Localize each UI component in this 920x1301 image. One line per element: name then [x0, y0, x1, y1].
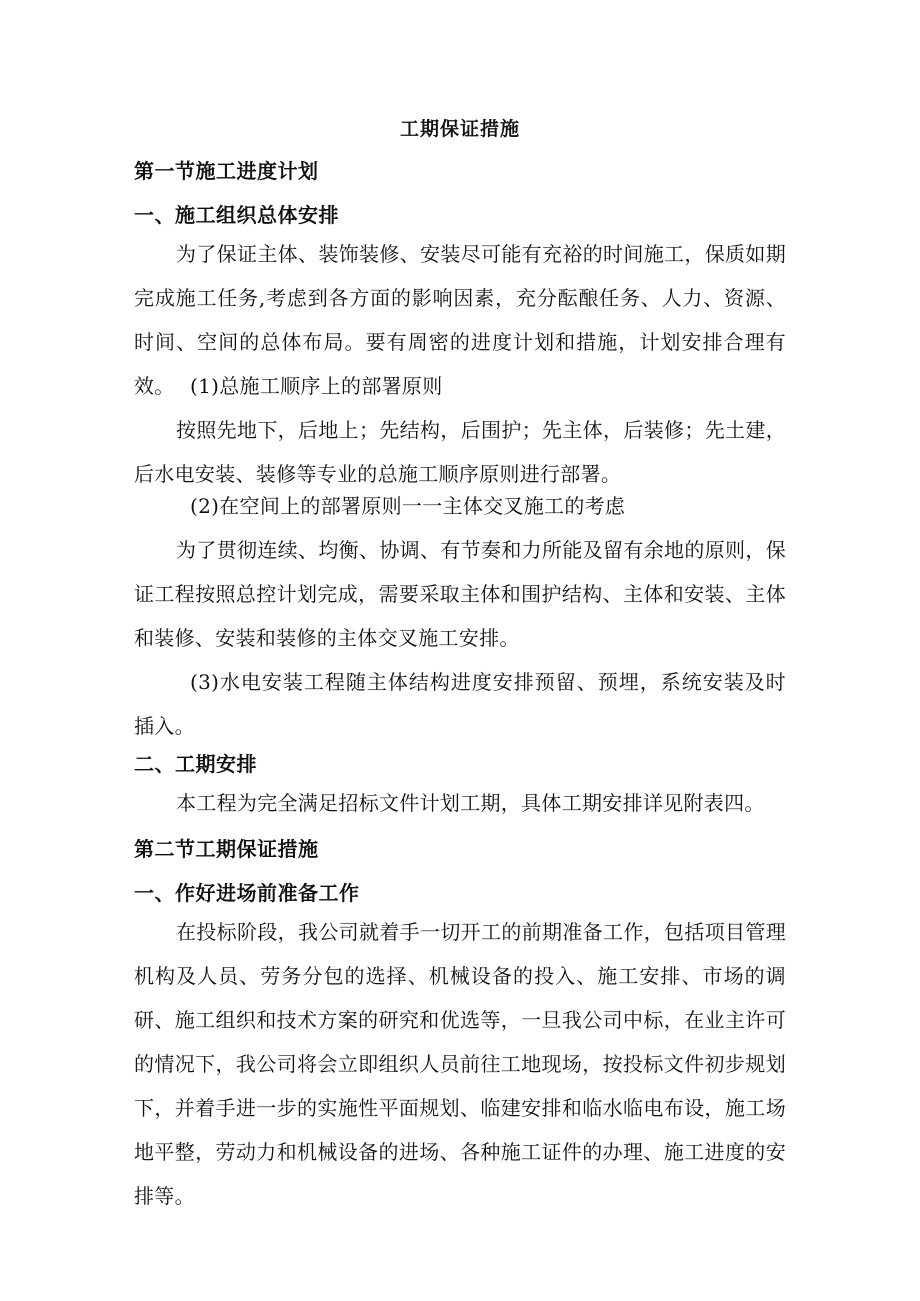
- paragraph-cross-construction: 为了贯彻连续、均衡、协调、有节奏和力所能及留有余地的原则，保证工程按照总控计划完成，需要采取主体和围护结构、主体和安装、主体和装修、安装和装修的主体交叉施工安排。: [134, 538, 786, 650]
- paragraph-construction-order: 按照先地下，后地上；先结构，后围护；先主体，后装修；先土建，后水电安装、装修等专业的总施工顺序原则进行部署。: [134, 418, 786, 486]
- paragraph-item-3: (3)水电安装工程随主体结构进度安排预留、预埋，系统安装及时插入。: [134, 670, 786, 738]
- chapter-heading-1: 第一节施工进度计划: [134, 159, 319, 183]
- section-heading-2-1: 一、作好进场前准备工作: [134, 881, 360, 905]
- paragraph-preparation: 在投标阶段，我公司就着手一切开工的前期准备工作，包括项目管理机构及人员、劳务分包的选择、机械设备的投入、施工安排、市场的调研、施工组织和技术方案的研究和优选等，一旦我公司中标，在业主许可的情况下，我公司将会立即组织人员前往工地现场，按投标文件初步规划下，并着手进一步的实施性平面规划、临建安排和临水临电布设，施工场地平整，劳动力和机械设备的进场、各种施工证件的办理、施工进度的安排等。: [134, 920, 786, 1208]
- section-heading-1-2: 二、工期安排: [134, 752, 257, 776]
- paragraph-overall-arrangement: 为了保证主体、装饰装修、安装尽可能有充裕的时间施工，保质如期完成施工任务,考虑到各方面的影响因素，充分酝酿任务、人力、资源、时间、空间的总体布局。要有周密的进度计划和措施，计划安排合理有效。: [134, 242, 786, 398]
- paragraph-item-1: (1)总施工顺序上的部署原则: [190, 374, 443, 398]
- paragraph-schedule: 本工程为完全满足招标文件计划工期，具体工期安排详见附表四。: [176, 791, 765, 815]
- paragraph-item-2: (2)在空间上的部署原则一一主体交叉施工的考虑: [190, 494, 626, 518]
- chapter-heading-2: 第二节工期保证措施: [134, 837, 319, 861]
- document-title: 工期保证措施: [399, 118, 520, 140]
- section-heading-1-1: 一、施工组织总体安排: [134, 203, 339, 227]
